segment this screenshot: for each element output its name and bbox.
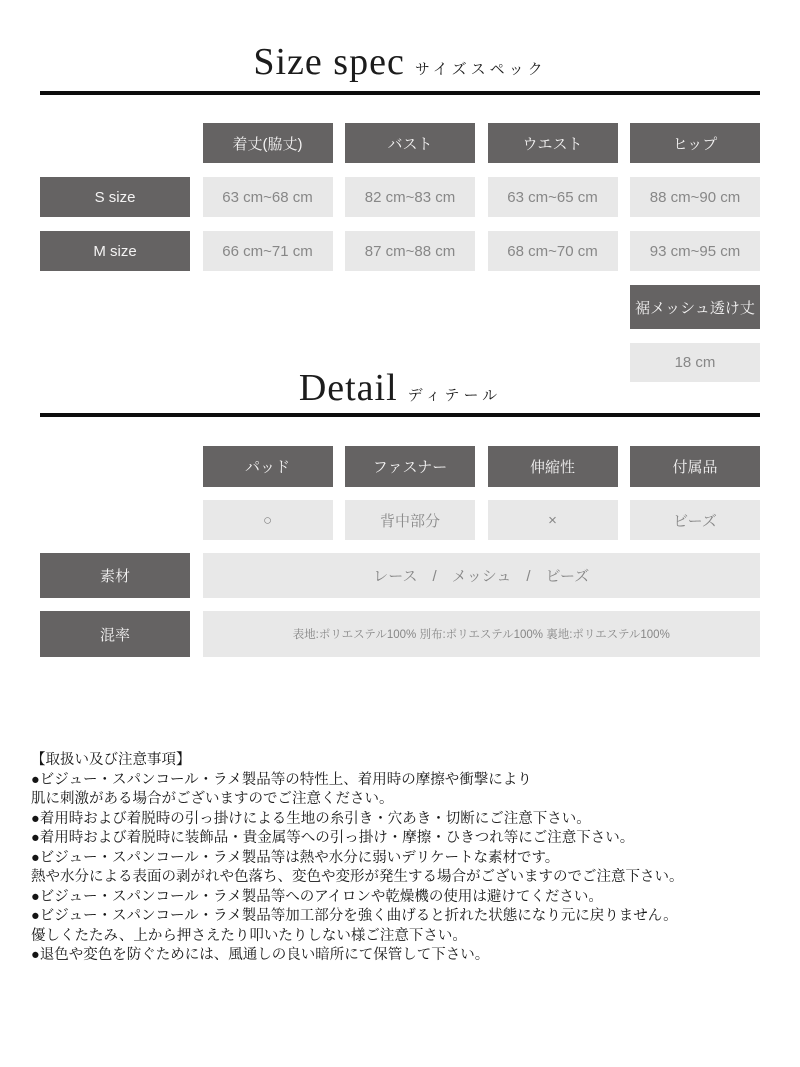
blend-value: 表地:ポリエステル100% 別布:ポリエステル100% 裏地:ポリエステル100% bbox=[203, 611, 761, 657]
notice-line: ●ビジュー・スパンコール・ラメ製品等へのアイロンや乾燥機の使用は避けてください。 bbox=[31, 888, 603, 905]
size-row-label-m: M size bbox=[40, 231, 190, 271]
material-label: 素材 bbox=[40, 553, 190, 598]
size-s-waist: 63 cm~65 cm bbox=[488, 177, 618, 217]
detail-col-header-pad: パッド bbox=[203, 446, 333, 487]
size-spec-title bbox=[0, 40, 800, 84]
notice-line: ●着用時および着脱時の引っ掛けによる生地の糸引き・穴あき・切断にご注意下さい。 bbox=[31, 810, 591, 827]
material-value: レース / メッシュ / ビーズ bbox=[203, 553, 761, 598]
detail-pad-value: ○ bbox=[203, 500, 333, 540]
notice-line: 肌に刺激がある場合がございますのでご注意ください。 bbox=[31, 791, 394, 807]
blend-label: 混率 bbox=[40, 611, 190, 657]
detail-divider bbox=[40, 413, 760, 417]
size-col-header-hip: ヒップ bbox=[630, 123, 760, 163]
detail-accessory-value: ビーズ bbox=[630, 500, 760, 540]
size-col-header-bust: バスト bbox=[345, 123, 475, 163]
size-col-header-length: 着丈(脇丈) bbox=[203, 123, 333, 163]
notice-heading: 【取扱い及び注意事項】 bbox=[31, 752, 191, 768]
size-row-label-s: S size bbox=[40, 177, 190, 217]
size-m-hip: 93 cm~95 cm bbox=[630, 231, 760, 271]
detail-title-en: Detail bbox=[298, 367, 398, 409]
size-spec-table bbox=[40, 123, 760, 382]
size-spec-title-ja: サイズスペック bbox=[414, 61, 547, 78]
size-m-length: 66 cm~71 cm bbox=[203, 231, 333, 271]
detail-col-header-accessory: 付属品 bbox=[630, 446, 760, 487]
size-s-length: 63 cm~68 cm bbox=[203, 177, 333, 217]
handling-notice bbox=[31, 751, 779, 966]
hem-mesh-length-header: 裾メッシュ透け丈 bbox=[630, 285, 760, 329]
size-s-hip: 88 cm~90 cm bbox=[630, 177, 760, 217]
notice-line: 優しくたたみ、上から押さえたり叩いたりしない様ご注意下さい。 bbox=[31, 927, 467, 944]
detail-title-ja: ディテール bbox=[407, 387, 502, 404]
detail-title bbox=[0, 366, 800, 410]
size-spec-title-en: Size spec bbox=[253, 41, 405, 83]
detail-fastener-value: 背中部分 bbox=[345, 500, 475, 540]
size-s-bust: 82 cm~83 cm bbox=[345, 177, 475, 217]
notice-line: ●ビジュー・スパンコール・ラメ製品等は熱や水分に弱いデリケートな素材です。 bbox=[31, 849, 560, 866]
notice-line: ●ビジュー・スパンコール・ラメ製品等の特性上、着用時の摩擦や衝撃により bbox=[31, 771, 532, 788]
size-col-header-waist: ウエスト bbox=[488, 123, 618, 163]
notice-line: 熱や水分による表面の剥がれや色落ち、変色や変形が発生する場合がございますのでご注意下さい。 bbox=[31, 869, 684, 885]
size-m-waist: 68 cm~70 cm bbox=[488, 231, 618, 271]
notice-line: ●着用時および着脱時に装飾品・貴金属等への引っ掛け・摩擦・ひきつれ等にご注意下さい。 bbox=[31, 830, 635, 846]
detail-col-header-stretch: 伸縮性 bbox=[488, 446, 618, 487]
size-m-bust: 87 cm~88 cm bbox=[345, 231, 475, 271]
notice-line: ●退色や変色を防ぐためには、風通しの良い暗所にて保管して下さい。 bbox=[31, 947, 490, 963]
notice-line: ●ビジュー・スパンコール・ラメ製品等加工部分を強く曲げると折れた状態になり元に戻りません。 bbox=[31, 908, 678, 924]
detail-stretch-value: × bbox=[488, 500, 618, 540]
detail-table bbox=[40, 446, 760, 657]
size-spec-divider bbox=[40, 91, 760, 95]
hem-mesh-length-value: 18 cm bbox=[630, 343, 760, 382]
detail-col-header-fastener: ファスナー bbox=[345, 446, 475, 487]
